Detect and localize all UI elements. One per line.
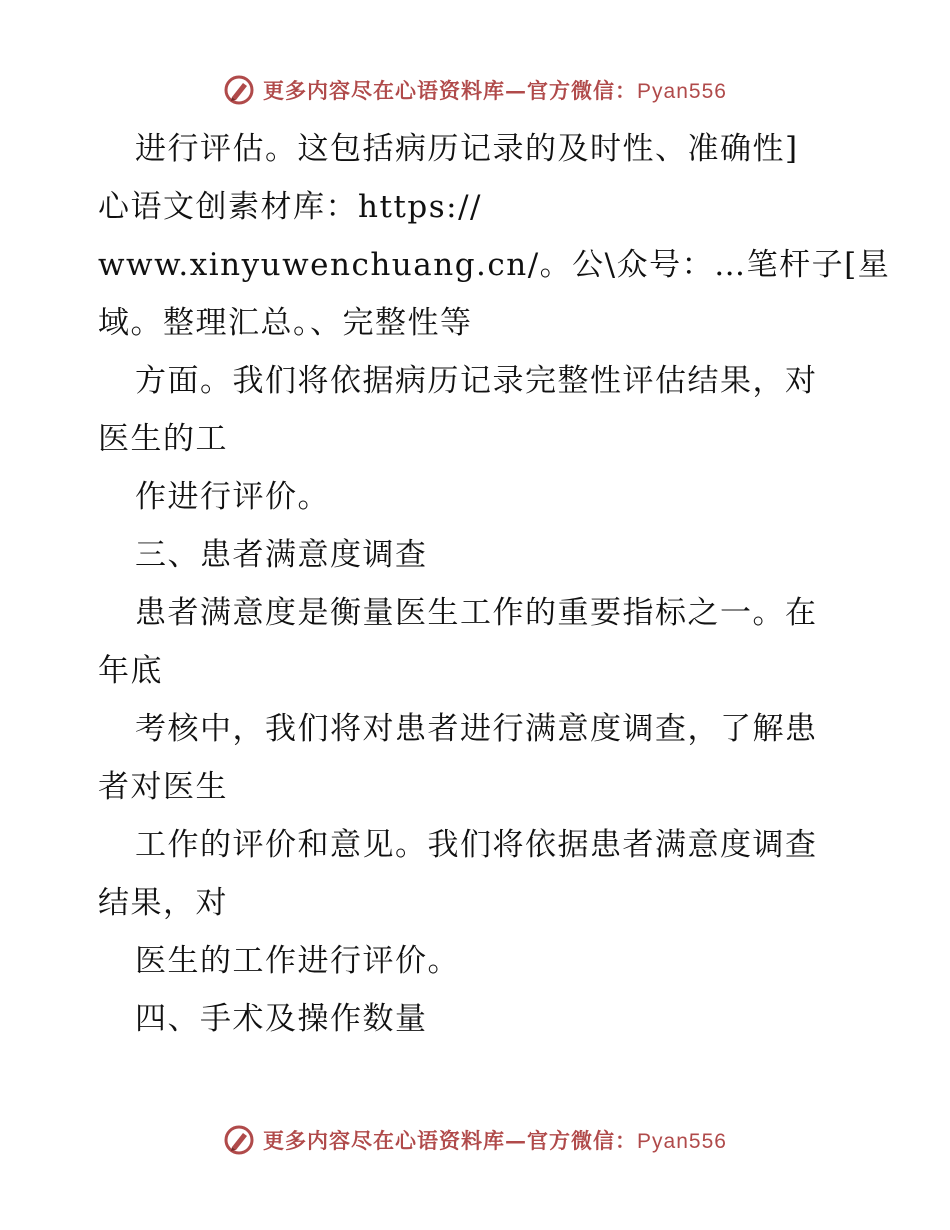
watermark-text: 更多内容尽在心语资料库—官方微信：Pyan556 xyxy=(263,1128,727,1153)
text-line: 四、手术及操作数量 xyxy=(135,1001,428,1037)
text-line: 考核中，我们将对患者进行满意度调查，了解患 xyxy=(135,711,818,747)
text-line: 方面。我们将依据病历记录完整性评估结果，对 xyxy=(135,363,818,399)
text-line: 心语文创素材库：https:// xyxy=(98,189,482,225)
footer-watermark xyxy=(0,1120,950,1160)
text-line: 患者满意度是衡量医生工作的重要指标之一。在 xyxy=(135,595,818,631)
text-line: 医生的工作进行评价。 xyxy=(135,943,460,979)
text-line: 医生的工 xyxy=(98,421,228,457)
text-line: 结果，对 xyxy=(98,885,228,921)
text-line: 三、患者满意度调查 xyxy=(135,537,428,573)
text-line: 工作的评价和意见。我们将依据患者满意度调查 xyxy=(135,827,818,863)
pen-logo-icon xyxy=(223,74,255,106)
text-line: 进行评估。这包括病历记录的及时性、准确性] xyxy=(135,131,799,167)
pen-logo-icon xyxy=(223,1124,255,1156)
text-line: 作进行评价。 xyxy=(135,479,330,515)
text-line: 域。整理汇总。、完整性等 xyxy=(98,305,473,341)
document-body xyxy=(98,120,891,1048)
watermark-text: 更多内容尽在心语资料库—官方微信：Pyan556 xyxy=(263,78,727,103)
text-line: 者对医生 xyxy=(98,769,228,805)
header-watermark xyxy=(0,70,950,110)
text-line: www.xinyuwenchuang.cn/。公\众号：…笔杆子[星 xyxy=(98,247,891,283)
text-line: 年底 xyxy=(98,653,163,689)
